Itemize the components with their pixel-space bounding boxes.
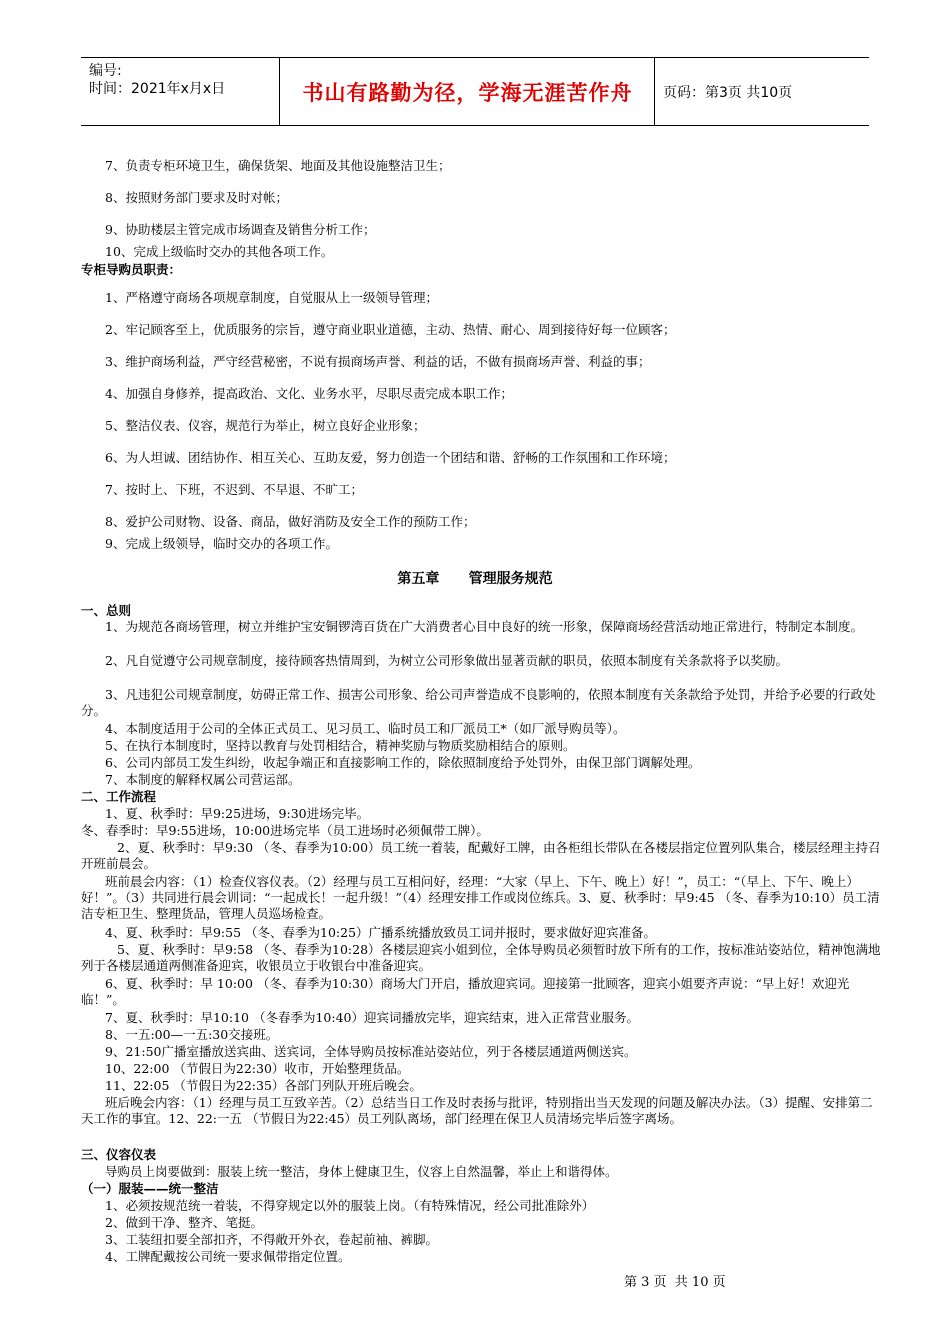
header-table	[81, 57, 869, 126]
subsection-heading: （一）服装——统一整洁	[81, 1181, 219, 1196]
paragraph: 11、22:05 （节假日为22:35）各部门列队开班后晚会。	[105, 1078, 422, 1093]
paragraph: 10、22:00 （节假日为22:30）收市，开始整理货品。	[105, 1061, 410, 1076]
list-item: 3、维护商场利益，严守经营秘密，不说有损商场声誉、利益的话，不做有损商场声誉、利益的事；	[105, 354, 651, 369]
section-heading: 专柜导购员职责：	[81, 262, 182, 277]
paragraph: 3、凡违犯公司规章制度，妨碍正常工作、损害公司形象、给公司声誉造成不良影响的，依照本制度有关条款给予处罚，并给予必要的行政处分。	[81, 687, 876, 718]
list-item: 8、按照财务部门要求及时对帐；	[105, 190, 288, 205]
list-item: 8、爱护公司财物、设备、商品，做好消防及安全工作的预防工作；	[105, 514, 476, 529]
section-heading: 三、仪容仪表	[81, 1147, 157, 1162]
paragraph: 4、本制度适用于公司的全体正式员工、见习员工、临时员工和厂派员工*（如厂派导购员等）。	[105, 721, 626, 736]
paragraph: 4、夏、秋季时：早9:55 （冬、春季为10:25）广播系统播放致员工词并报时，要求做好迎宾准备。	[105, 925, 657, 940]
paragraph: 7、本制度的解释权属公司营运部。	[105, 772, 301, 787]
paragraph: 2、夏、秋季时：早9:30 （冬、春季为10:00）员工统一着装，配戴好工牌，由各柜组长带队在各楼层指定位置列队集合，楼层经理主持召开班前晨会。	[81, 840, 881, 871]
paragraph: 1、夏、秋季时：早9:25进场，9:30进场完毕。	[105, 806, 370, 821]
document-number-label: 编号:	[89, 63, 122, 79]
paragraph: 2、凡自觉遵守公司规章制度，接待顾客热情周到，为树立公司形象做出显著贡献的职员，依照本制度有关条款将予以奖励。	[105, 653, 788, 668]
list-item: 3、工装纽扣要全部扣齐，不得敞开外衣，卷起前袖、裤脚。	[105, 1232, 438, 1247]
header-motto: 书山有路勤为径，学海无涯苦作舟	[281, 58, 655, 125]
header-meta-cell	[81, 58, 280, 125]
list-item: 5、整洁仪表、仪容，规范行为举止，树立良好企业形象；	[105, 418, 426, 433]
list-item: 7、按时上、下班，不迟到、不早退、不旷工；	[105, 482, 363, 497]
paragraph: 8、一五:00—一五:30交接班。	[105, 1027, 279, 1042]
list-item: 4、工牌配戴按公司统一要求佩带指定位置。	[105, 1249, 351, 1264]
paragraph: 6、公司内部员工发生纠纷，收起争端正和直接影响工作的，除依照制度给予处罚外，由保卫部门调解处理。	[105, 755, 701, 770]
paragraph: 班后晚会内容：（1）经理与员工互致辛苦。（2）总结当日工作及时表扬与批评，特别指出当天发现的问题及解决办法。（3）提醒、安排第二天工作的事宜。12、22:一五 （节假日为22:45）员工列队离场，部门经理在保卫人员清场完毕后签字离场。	[81, 1095, 873, 1126]
paragraph: 7、夏、秋季时：早10:10 （冬春季为10:40）迎宾词播放完毕，迎宾结束，进入正常营业服务。	[105, 1010, 639, 1025]
list-item: 4、加强自身修养，提高政治、文化、业务水平，尽职尽责完成本职工作；	[105, 386, 513, 401]
list-item: 10、完成上级临时交办的其他各项工作。	[105, 244, 334, 259]
paragraph: 导购员上岗要做到：服装上统一整洁，身体上健康卫生，仪容上自然温馨，举止上和谐得体。	[105, 1164, 618, 1179]
paragraph: 冬、春季时：早9:55进场，10:00进场完毕（员工进场时必须佩带工牌）。	[81, 823, 489, 838]
chapter-title: 第五章 管理服务规范	[397, 571, 553, 587]
list-item: 1、必须按规范统一着装，不得穿规定以外的服装上岗。（有特殊情况，经公司批准除外）	[105, 1198, 595, 1213]
document-time-label: 时间：2021年x月x日	[89, 81, 226, 97]
paragraph: 1、为规范各商场管理，树立并维护宝安铜锣湾百货在广大消费者心目中良好的统一形象，保障商场经营活动地正常进行，特制定本制度。	[105, 619, 863, 634]
list-item: 9、完成上级领导，临时交办的各项工作。	[105, 536, 338, 551]
list-item: 6、为人坦诚、团结协作、相互关心、互助友爱，努力创造一个团结和谐、舒畅的工作氛围和工作环境；	[105, 450, 676, 465]
list-item: 2、做到干净、整齐、笔挺。	[105, 1215, 263, 1230]
paragraph: 6、夏、秋季时：早 10:00 （冬、春季为10:30）商场大门开启，播放迎宾词。迎接第一批顾客，迎宾小姐要齐声说：“早上好！欢迎光临！”。	[81, 976, 850, 1007]
list-item: 2、牢记顾客至上，优质服务的宗旨，遵守商业职业道德，主动、热情、耐心、周到接待好每一位顾客；	[105, 322, 676, 337]
header-page-info: 页码：第3页 共10页	[663, 84, 793, 101]
list-item: 1、严格遵守商场各项规章制度，自觉服从上一级领导管理；	[105, 290, 438, 305]
paragraph: 班前晨会内容：（1）检查仪容仪表。（2）经理与员工互相问好，经理：“大家（早上、下午、晚上）好！”，员工：“（早上、下午、晚上）好！”。（3）共同进行晨会训词：“一起成长！一起升级！”（4）经理安排工作或岗位练兵。3、夏、秋季时：早9:45 （冬、春季为10:10）员工清洁专柜卫生、整理货品，管理人员巡场检查。	[81, 874, 880, 921]
section-heading: 二、工作流程	[81, 789, 157, 804]
page-footer: 第 3 页 共 10 页	[624, 1275, 726, 1290]
paragraph: 9、21:50广播室播放送宾曲、送宾词，全体导购员按标准站姿站位，列于各楼层通道两侧送宾。	[105, 1044, 637, 1059]
paragraph: 5、夏、秋季时：早9:58 （冬、春季为10:28）各楼层迎宾小姐到位，全体导购员必须暂时放下所有的工作，按标准站姿站位，精神饱满地列于各楼层通道两侧准备迎宾，收银员立于收银台中准备迎宾。	[81, 942, 881, 973]
section-heading: 一、总则	[81, 603, 132, 618]
paragraph: 5、在执行本制度时，坚持以教育与处罚相结合，精神奖励与物质奖励相结合的原则。	[105, 738, 576, 753]
list-item: 7、负责专柜环境卫生，确保货架、地面及其他设施整洁卫生；	[105, 158, 451, 173]
list-item: 9、协助楼层主管完成市场调查及销售分析工作；	[105, 222, 376, 237]
